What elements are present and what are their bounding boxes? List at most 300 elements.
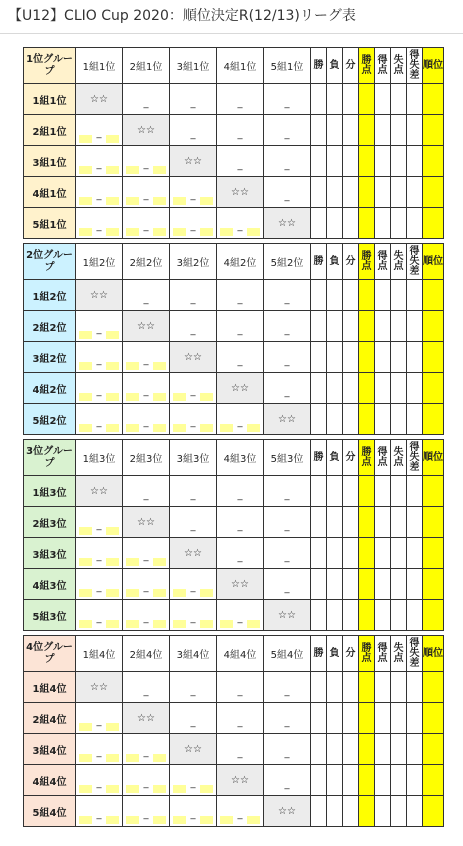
score-cell[interactable]: [264, 569, 311, 600]
score-placeholder: _: [284, 325, 290, 336]
score-cell[interactable]: [170, 373, 217, 404]
stat-cell-lose[interactable]: [327, 600, 343, 631]
stat-cell-goals-for[interactable]: [375, 84, 391, 115]
score-cell[interactable]: [264, 84, 311, 115]
stat-cell-points[interactable]: [359, 146, 375, 177]
stat-cell-draw[interactable]: [343, 342, 359, 373]
stat-cell-win[interactable]: [311, 115, 327, 146]
stat-cell-goals-for[interactable]: [375, 600, 391, 631]
stat-cell-draw[interactable]: [343, 208, 359, 239]
score-cell[interactable]: [217, 796, 264, 827]
stat-cell-lose[interactable]: [327, 373, 343, 404]
stat-cell-win[interactable]: [311, 84, 327, 115]
score-input-right[interactable]: [247, 816, 260, 824]
stat-cell-goals-against[interactable]: [391, 569, 407, 600]
team-row: [24, 208, 444, 239]
stat-cell-lose[interactable]: [327, 342, 343, 373]
score-input-right[interactable]: [200, 197, 213, 205]
score-cell[interactable]: [76, 765, 123, 796]
score-input-right[interactable]: [106, 197, 119, 205]
score-cell[interactable]: [76, 507, 123, 538]
stat-header-lose: 負: [327, 48, 343, 84]
score-input-right[interactable]: [106, 558, 119, 566]
score-cell[interactable]: [264, 538, 311, 569]
stat-cell-draw[interactable]: [343, 765, 359, 796]
stat-cell-goals-for[interactable]: [375, 569, 391, 600]
team-row: [24, 84, 444, 115]
stat-cell-goal-diff[interactable]: [407, 373, 423, 404]
stat-cell-goal-diff[interactable]: [407, 476, 423, 507]
score-cell[interactable]: [123, 280, 170, 311]
score-input-right[interactable]: [247, 620, 260, 628]
stat-cell-goals-against[interactable]: [391, 507, 407, 538]
score-input-right[interactable]: [200, 620, 213, 628]
score-cell[interactable]: [264, 734, 311, 765]
score-input-right[interactable]: [106, 424, 119, 432]
score-cell[interactable]: [76, 600, 123, 631]
stat-cell-goals-for[interactable]: [375, 538, 391, 569]
stat-cell-goals-against[interactable]: [391, 115, 407, 146]
stat-cell-draw[interactable]: [343, 84, 359, 115]
score-input-right[interactable]: [200, 393, 213, 401]
stat-cell-points[interactable]: [359, 311, 375, 342]
score-placeholder: _: [237, 98, 243, 109]
stat-cell-goal-diff[interactable]: [407, 600, 423, 631]
stat-cell-rank[interactable]: [423, 476, 444, 507]
stat-cell-draw[interactable]: [343, 177, 359, 208]
stat-cell-points[interactable]: [359, 703, 375, 734]
score-input-right[interactable]: [200, 816, 213, 824]
stat-cell-points[interactable]: [359, 208, 375, 239]
score-input-right[interactable]: [153, 785, 166, 793]
stat-cell-lose[interactable]: [327, 177, 343, 208]
stat-cell-goals-for[interactable]: [375, 115, 391, 146]
stat-cell-goals-for[interactable]: [375, 672, 391, 703]
score-cell[interactable]: [170, 311, 217, 342]
stat-cell-rank[interactable]: [423, 311, 444, 342]
stat-cell-rank[interactable]: [423, 342, 444, 373]
stat-cell-rank[interactable]: [423, 600, 444, 631]
stat-cell-goal-diff[interactable]: [407, 208, 423, 239]
stat-cell-win[interactable]: [311, 600, 327, 631]
stat-cell-win[interactable]: [311, 734, 327, 765]
score-cell[interactable]: [76, 404, 123, 435]
score-placeholder: _: [190, 686, 196, 697]
stat-cell-win[interactable]: [311, 280, 327, 311]
self-match-stars: ☆☆: [278, 805, 296, 817]
stat-cell-goals-for[interactable]: [375, 208, 391, 239]
score-cell[interactable]: [217, 538, 264, 569]
score-placeholder: _: [284, 686, 290, 697]
stat-cell-goals-for[interactable]: [375, 311, 391, 342]
stat-cell-goals-for[interactable]: [375, 146, 391, 177]
score-cell[interactable]: [170, 672, 217, 703]
score-cell[interactable]: [123, 569, 170, 600]
stat-cell-draw[interactable]: [343, 507, 359, 538]
stat-cell-goals-for[interactable]: [375, 476, 391, 507]
score-cell[interactable]: [264, 146, 311, 177]
stat-cell-goal-diff[interactable]: [407, 703, 423, 734]
stat-cell-goals-against[interactable]: [391, 765, 407, 796]
score-input-right[interactable]: [106, 589, 119, 597]
score-cell[interactable]: [170, 507, 217, 538]
stat-cell-points[interactable]: [359, 476, 375, 507]
stat-cell-points[interactable]: [359, 342, 375, 373]
stat-cell-goals-against[interactable]: [391, 177, 407, 208]
stat-cell-goal-diff[interactable]: [407, 569, 423, 600]
score-cell[interactable]: [264, 476, 311, 507]
score-cell[interactable]: [217, 404, 264, 435]
score-input-right[interactable]: [106, 393, 119, 401]
score-separator: _: [143, 159, 149, 170]
stat-cell-points[interactable]: [359, 600, 375, 631]
score-cell[interactable]: [123, 84, 170, 115]
stat-cell-goal-diff[interactable]: [407, 146, 423, 177]
stat-cell-goals-against[interactable]: [391, 311, 407, 342]
score-input-right[interactable]: [106, 620, 119, 628]
score-input-right[interactable]: [106, 785, 119, 793]
score-cell[interactable]: [264, 703, 311, 734]
stat-cell-points[interactable]: [359, 507, 375, 538]
stat-cell-win[interactable]: [311, 672, 327, 703]
stat-cell-goals-for[interactable]: [375, 280, 391, 311]
score-input-right[interactable]: [106, 816, 119, 824]
team-column-header: 1組2位: [76, 244, 123, 280]
stat-cell-rank[interactable]: [423, 373, 444, 404]
stat-cell-win[interactable]: [311, 342, 327, 373]
score-input-right[interactable]: [153, 558, 166, 566]
stat-cell-win[interactable]: [311, 476, 327, 507]
score-cell[interactable]: [170, 703, 217, 734]
score-cell[interactable]: [170, 569, 217, 600]
stat-header-rank: 順位: [423, 48, 444, 84]
score-placeholder: _: [237, 160, 243, 171]
stat-cell-draw[interactable]: [343, 146, 359, 177]
stat-cell-lose[interactable]: [327, 765, 343, 796]
score-input-right[interactable]: [106, 331, 119, 339]
score-cell[interactable]: [76, 538, 123, 569]
score-separator: _: [96, 355, 102, 366]
score-cell[interactable]: [264, 177, 311, 208]
stat-cell-goals-against[interactable]: [391, 796, 407, 827]
stat-cell-lose[interactable]: [327, 569, 343, 600]
stat-cell-goal-diff[interactable]: [407, 280, 423, 311]
stat-cell-points[interactable]: [359, 84, 375, 115]
score-cell[interactable]: [123, 404, 170, 435]
score-cell[interactable]: [264, 507, 311, 538]
stat-cell-goals-against[interactable]: [391, 404, 407, 435]
score-cell[interactable]: [217, 672, 264, 703]
stat-cell-goals-for[interactable]: [375, 734, 391, 765]
score-cell[interactable]: [76, 208, 123, 239]
score-cell[interactable]: [217, 280, 264, 311]
stat-cell-rank[interactable]: [423, 703, 444, 734]
score-cell[interactable]: [217, 600, 264, 631]
stat-cell-draw[interactable]: [343, 115, 359, 146]
score-cell[interactable]: [123, 373, 170, 404]
score-cell[interactable]: [76, 311, 123, 342]
score-cell[interactable]: [76, 146, 123, 177]
stat-cell-win[interactable]: [311, 765, 327, 796]
stat-cell-points[interactable]: [359, 280, 375, 311]
score-cell[interactable]: [264, 115, 311, 146]
score-input-right[interactable]: [106, 362, 119, 370]
score-cell[interactable]: [264, 672, 311, 703]
score-cell[interactable]: [170, 476, 217, 507]
stat-cell-goal-diff[interactable]: [407, 796, 423, 827]
score-cell[interactable]: [123, 476, 170, 507]
score-cell[interactable]: [264, 311, 311, 342]
score-cell[interactable]: [264, 280, 311, 311]
score-cell[interactable]: [123, 672, 170, 703]
stat-cell-goals-for[interactable]: [375, 373, 391, 404]
stat-cell-rank[interactable]: [423, 569, 444, 600]
score-cell[interactable]: [123, 538, 170, 569]
score-input-right[interactable]: [200, 228, 213, 236]
stat-cell-goals-against[interactable]: [391, 280, 407, 311]
score-cell[interactable]: [170, 280, 217, 311]
self-match-stars: ☆☆: [137, 712, 155, 724]
score-cell[interactable]: [264, 765, 311, 796]
stat-cell-goals-against[interactable]: [391, 208, 407, 239]
score-cell[interactable]: [123, 765, 170, 796]
stat-cell-draw[interactable]: [343, 311, 359, 342]
stat-cell-goals-for[interactable]: [375, 796, 391, 827]
score-cell[interactable]: [123, 146, 170, 177]
stat-cell-goals-against[interactable]: [391, 146, 407, 177]
score-cell[interactable]: [264, 373, 311, 404]
stat-cell-goal-diff[interactable]: [407, 342, 423, 373]
score-cell[interactable]: [170, 600, 217, 631]
stat-cell-points[interactable]: [359, 538, 375, 569]
stat-cell-draw[interactable]: [343, 569, 359, 600]
score-separator: _: [237, 809, 243, 820]
stat-cell-points[interactable]: [359, 672, 375, 703]
score-input-right[interactable]: [153, 362, 166, 370]
stat-cell-goals-against[interactable]: [391, 342, 407, 373]
score-input-right[interactable]: [247, 424, 260, 432]
stat-cell-win[interactable]: [311, 373, 327, 404]
score-cell[interactable]: [123, 734, 170, 765]
stat-cell-win[interactable]: [311, 311, 327, 342]
score-input-right[interactable]: [153, 166, 166, 174]
stat-cell-lose[interactable]: [327, 311, 343, 342]
row-team-label: 2組3位: [24, 507, 76, 538]
stat-cell-win[interactable]: [311, 507, 327, 538]
self-match-stars: ☆☆: [137, 320, 155, 332]
score-input-right[interactable]: [247, 228, 260, 236]
stat-cell-goal-diff[interactable]: [407, 177, 423, 208]
stat-cell-win[interactable]: [311, 569, 327, 600]
stat-cell-goal-diff[interactable]: [407, 672, 423, 703]
score-cell[interactable]: [264, 342, 311, 373]
score-input-right[interactable]: [200, 785, 213, 793]
stat-cell-points[interactable]: [359, 115, 375, 146]
score-cell[interactable]: [76, 734, 123, 765]
stat-cell-win[interactable]: [311, 146, 327, 177]
score-input-right[interactable]: [153, 589, 166, 597]
stat-cell-goals-against[interactable]: [391, 703, 407, 734]
stat-cell-draw[interactable]: [343, 538, 359, 569]
stat-cell-goals-for[interactable]: [375, 342, 391, 373]
score-cell[interactable]: [76, 796, 123, 827]
score-cell[interactable]: [170, 115, 217, 146]
stat-cell-points[interactable]: [359, 404, 375, 435]
stat-cell-rank[interactable]: [423, 208, 444, 239]
stat-cell-rank[interactable]: [423, 765, 444, 796]
score-cell[interactable]: [217, 84, 264, 115]
stat-cell-rank[interactable]: [423, 507, 444, 538]
stat-cell-lose[interactable]: [327, 84, 343, 115]
stat-cell-draw[interactable]: [343, 703, 359, 734]
stat-cell-draw[interactable]: [343, 404, 359, 435]
stat-cell-goals-against[interactable]: [391, 672, 407, 703]
stat-cell-draw[interactable]: [343, 734, 359, 765]
score-cell[interactable]: [170, 404, 217, 435]
self-match-stars: ☆☆: [90, 485, 108, 497]
stat-cell-lose[interactable]: [327, 672, 343, 703]
score-cell[interactable]: [76, 115, 123, 146]
score-input-right[interactable]: [153, 754, 166, 762]
stat-cell-goal-diff[interactable]: [407, 507, 423, 538]
stat-cell-goals-against[interactable]: [391, 538, 407, 569]
stat-cell-draw[interactable]: [343, 672, 359, 703]
score-cell[interactable]: [123, 600, 170, 631]
stat-cell-points[interactable]: [359, 177, 375, 208]
score-cell[interactable]: [170, 84, 217, 115]
score-input-right[interactable]: [200, 424, 213, 432]
stat-cell-goal-diff[interactable]: [407, 404, 423, 435]
stat-cell-goal-diff[interactable]: [407, 84, 423, 115]
score-input-right[interactable]: [106, 166, 119, 174]
self-match-cell: [76, 84, 123, 115]
score-cell[interactable]: [76, 373, 123, 404]
score-cell[interactable]: [76, 569, 123, 600]
stat-cell-win[interactable]: [311, 538, 327, 569]
score-cell[interactable]: [76, 703, 123, 734]
stat-cell-rank[interactable]: [423, 115, 444, 146]
stat-cell-rank[interactable]: [423, 734, 444, 765]
stat-cell-goals-for[interactable]: [375, 765, 391, 796]
stat-cell-draw[interactable]: [343, 373, 359, 404]
stat-cell-points[interactable]: [359, 734, 375, 765]
score-cell[interactable]: [217, 208, 264, 239]
stat-cell-goals-for[interactable]: [375, 507, 391, 538]
stat-cell-goals-for[interactable]: [375, 404, 391, 435]
stat-cell-lose[interactable]: [327, 538, 343, 569]
stat-cell-draw[interactable]: [343, 796, 359, 827]
score-input-right[interactable]: [200, 589, 213, 597]
stat-cell-goal-diff[interactable]: [407, 115, 423, 146]
stat-cell-win[interactable]: [311, 208, 327, 239]
stat-cell-win[interactable]: [311, 177, 327, 208]
score-cell[interactable]: [170, 796, 217, 827]
score-input-right[interactable]: [153, 197, 166, 205]
score-cell[interactable]: [217, 734, 264, 765]
score-input-right[interactable]: [106, 723, 119, 731]
score-input-right[interactable]: [106, 228, 119, 236]
stat-cell-lose[interactable]: [327, 404, 343, 435]
score-input-right[interactable]: [153, 424, 166, 432]
score-cell[interactable]: [76, 177, 123, 208]
score-cell[interactable]: [170, 765, 217, 796]
stat-cell-rank[interactable]: [423, 177, 444, 208]
stat-cell-points[interactable]: [359, 765, 375, 796]
score-input-right[interactable]: [153, 816, 166, 824]
stat-cell-goal-diff[interactable]: [407, 538, 423, 569]
stat-cell-rank[interactable]: [423, 538, 444, 569]
stat-cell-win[interactable]: [311, 703, 327, 734]
stat-cell-goals-against[interactable]: [391, 600, 407, 631]
stat-cell-rank[interactable]: [423, 796, 444, 827]
stat-cell-lose[interactable]: [327, 796, 343, 827]
score-cell[interactable]: [123, 342, 170, 373]
stat-cell-rank[interactable]: [423, 672, 444, 703]
stat-cell-points[interactable]: [359, 796, 375, 827]
stat-cell-rank[interactable]: [423, 404, 444, 435]
score-input-right[interactable]: [106, 135, 119, 143]
score-cell[interactable]: [217, 476, 264, 507]
score-cell[interactable]: [217, 342, 264, 373]
stat-cell-win[interactable]: [311, 404, 327, 435]
score-cell[interactable]: [217, 507, 264, 538]
stat-cell-lose[interactable]: [327, 734, 343, 765]
score-cell[interactable]: [123, 208, 170, 239]
stat-cell-goal-diff[interactable]: [407, 311, 423, 342]
score-cell[interactable]: [217, 146, 264, 177]
stat-cell-lose[interactable]: [327, 280, 343, 311]
stat-cell-draw[interactable]: [343, 280, 359, 311]
stat-cell-draw[interactable]: [343, 476, 359, 507]
stat-cell-rank[interactable]: [423, 146, 444, 177]
stat-cell-goals-for[interactable]: [375, 703, 391, 734]
stat-cell-goal-diff[interactable]: [407, 765, 423, 796]
score-cell[interactable]: [217, 115, 264, 146]
stat-cell-goals-against[interactable]: [391, 476, 407, 507]
stat-cell-lose[interactable]: [327, 507, 343, 538]
score-cell[interactable]: [170, 177, 217, 208]
stat-cell-lose[interactable]: [327, 115, 343, 146]
score-input-right[interactable]: [153, 228, 166, 236]
stat-cell-draw[interactable]: [343, 600, 359, 631]
score-input-right[interactable]: [106, 527, 119, 535]
score-cell[interactable]: [170, 208, 217, 239]
stat-cell-points[interactable]: [359, 569, 375, 600]
stat-cell-goals-against[interactable]: [391, 373, 407, 404]
score-cell[interactable]: [123, 796, 170, 827]
stat-cell-goals-against[interactable]: [391, 84, 407, 115]
score-cell[interactable]: [217, 703, 264, 734]
stat-cell-lose[interactable]: [327, 208, 343, 239]
score-cell[interactable]: [76, 342, 123, 373]
stat-cell-rank[interactable]: [423, 280, 444, 311]
stat-cell-goals-for[interactable]: [375, 177, 391, 208]
stat-cell-goals-against[interactable]: [391, 734, 407, 765]
score-cell[interactable]: [217, 311, 264, 342]
score-cell[interactable]: [123, 177, 170, 208]
score-input-right[interactable]: [153, 393, 166, 401]
score-input-right[interactable]: [153, 620, 166, 628]
stat-cell-points[interactable]: [359, 373, 375, 404]
stat-cell-lose[interactable]: [327, 146, 343, 177]
stat-cell-rank[interactable]: [423, 84, 444, 115]
stat-cell-lose[interactable]: [327, 476, 343, 507]
stat-cell-lose[interactable]: [327, 703, 343, 734]
team-row: [24, 672, 444, 703]
stat-cell-goal-diff[interactable]: [407, 734, 423, 765]
score-input-right[interactable]: [106, 754, 119, 762]
stat-cell-win[interactable]: [311, 796, 327, 827]
